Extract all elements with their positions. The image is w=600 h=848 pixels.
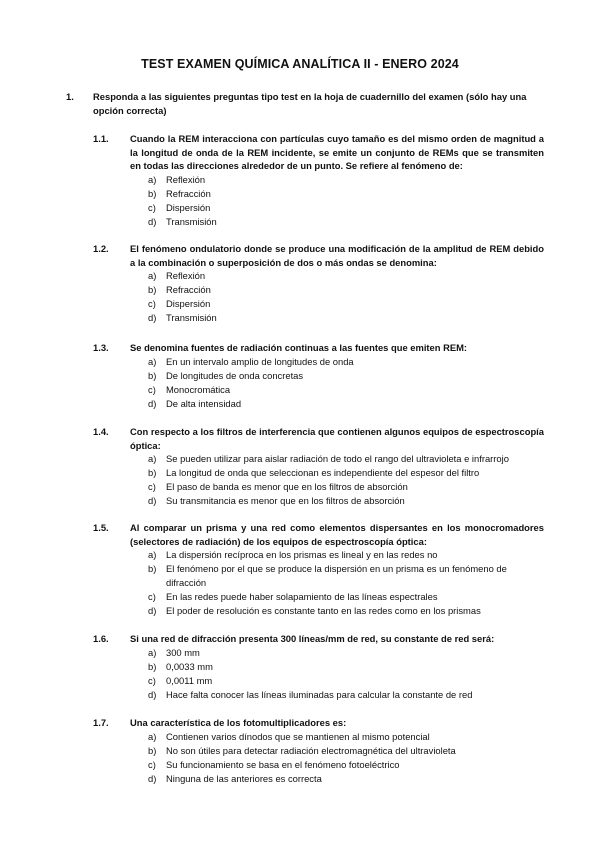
option-letter: a): [148, 549, 157, 560]
option-c: [148, 201, 544, 215]
option-b: [148, 187, 544, 201]
option-a: [148, 730, 544, 744]
option-list: [148, 548, 544, 618]
option-text: Ninguna de las anteriores es correcta: [166, 772, 322, 784]
question-1-3: [93, 341, 544, 411]
question-1-4: [93, 425, 544, 508]
option-b: [148, 466, 544, 480]
option-text: Su transmitancia es menor que en los filtros de absorción: [166, 495, 405, 506]
option-text: Transmisión: [166, 312, 217, 323]
option-text: Se pueden utilizar para aislar radiación de todo el rango del ultravioleta e infrarrojo: [166, 453, 509, 464]
question-number: 1.5.: [93, 522, 109, 533]
option-letter: c): [148, 298, 156, 309]
option-text: Hace falta conocer las líneas iluminadas para calcular la constante de red: [166, 688, 473, 700]
option-letter: a): [148, 270, 157, 281]
option-text: En las redes puede haber solapamiento de las líneas espectrales: [166, 591, 438, 602]
option-letter: c): [148, 201, 156, 213]
option-text: 0,0033 mm: [166, 660, 213, 672]
option-a: [148, 452, 544, 466]
option-text: Reflexión: [166, 173, 206, 185]
option-letter: a): [148, 730, 157, 742]
option-list: [148, 646, 544, 702]
option-letter: a): [148, 355, 157, 367]
question-text: Cuando la REM interacciona con partículas cuyo tamaño es del mismo orden de magnitud a la longitud de onda de la REM incidente, se emite un conjunto de REMs que se transmiten en todas las direcciones alrededor de un punto. Se refiere al fenómeno de:: [130, 133, 544, 171]
section-instructions-text: Responda a las siguientes preguntas tipo test en la hoja de cuadernillo del examen (sólo hay una opción correcta): [93, 91, 527, 116]
option-letter: a): [148, 173, 157, 185]
question-number: 1.2.: [93, 243, 109, 254]
option-c: [148, 480, 544, 494]
option-c: [148, 383, 544, 397]
option-text: No son útiles para detectar radiación electromagnética del ultravioleta: [166, 744, 456, 756]
section-instructions: [66, 90, 544, 117]
option-letter: a): [148, 646, 157, 658]
option-letter: b): [148, 284, 157, 295]
option-text: En un intervalo amplio de longitudes de onda: [166, 355, 354, 367]
option-c: [148, 297, 544, 311]
option-b: [148, 369, 544, 383]
option-text: El paso de banda es menor que en los filtros de absorción: [166, 481, 408, 492]
option-b: [148, 562, 544, 590]
option-text: El poder de resolución es constante tanto en las redes como en los prismas: [166, 605, 481, 616]
option-c: [148, 758, 544, 772]
option-b: [148, 660, 544, 674]
option-text: Reflexión: [166, 270, 206, 281]
option-a: [148, 646, 544, 660]
option-text: Monocromática: [166, 383, 231, 395]
option-letter: b): [148, 369, 157, 381]
option-list: [148, 452, 544, 508]
option-c: [148, 674, 544, 688]
option-text: De longitudes de onda concretas: [166, 369, 304, 381]
question-number: 1.7.: [93, 717, 109, 728]
question-1-1: [93, 132, 544, 229]
question-number: 1.1.: [93, 133, 109, 144]
option-letter: b): [148, 187, 157, 199]
option-a: [148, 355, 544, 369]
option-text: Su funcionamiento se basa en el fenómeno fotoeléctrico: [166, 758, 400, 770]
option-letter: c): [148, 481, 156, 492]
option-letter: b): [148, 660, 157, 672]
option-letter: c): [148, 591, 156, 602]
question-text: Se denomina fuentes de radiación continuas a las fuentes que emiten REM:: [130, 342, 468, 353]
option-a: [148, 173, 544, 187]
option-d: [148, 604, 544, 618]
question-text: Al comparar un prisma y una red como elementos dispersantes en los monocromadores (selectores de radiación) de los equipos de espectroscopía óptica:: [130, 522, 544, 547]
question-text: Con respecto a los filtros de interferencia que contienen algunos equipos de espectroscopía óptica:: [130, 426, 544, 451]
page-title: TEST EXAMEN QUÍMICA ANALÍTICA II - ENERO 2024: [141, 57, 459, 71]
option-letter: c): [148, 674, 156, 686]
question-number: 1.4.: [93, 426, 109, 437]
option-text: Contienen varios dínodos que se mantienen al mismo potencial: [166, 730, 430, 742]
question-text: Si una red de difracción presenta 300 líneas/mm de red, su constante de red será:: [130, 633, 495, 644]
option-b: [148, 283, 544, 297]
option-letter: d): [148, 688, 157, 700]
option-d: [148, 688, 544, 702]
question-text: Una característica de los fotomultiplicadores es:: [130, 717, 347, 728]
option-b: [148, 744, 544, 758]
option-list: [148, 355, 544, 411]
option-d: [148, 494, 544, 508]
option-text: La longitud de onda que seleccionan es independiente del espesor del filtro: [166, 467, 480, 478]
option-letter: d): [148, 397, 157, 409]
question-1-5: [93, 521, 544, 618]
option-text: Refracción: [166, 284, 211, 295]
option-letter: d): [148, 605, 157, 616]
section-number: 1.: [66, 91, 74, 102]
question-number: 1.6.: [93, 633, 109, 644]
option-letter: d): [148, 772, 157, 784]
question-number: 1.3.: [93, 342, 109, 353]
option-text: El fenómeno por el que se produce la dispersión en un prisma es un fenómeno de difracción: [166, 563, 507, 588]
option-text: Dispersión: [166, 298, 211, 309]
option-text: Refracción: [166, 187, 211, 199]
option-text: 300 mm: [166, 646, 200, 658]
option-letter: d): [148, 495, 157, 506]
option-letter: c): [148, 383, 156, 395]
option-a: [148, 548, 544, 562]
question-1-7: [93, 716, 544, 786]
option-text: Dispersión: [166, 201, 211, 213]
question-text: El fenómeno ondulatorio donde se produce una modificación de la amplitud de REM debido a la combinación o superposición de dos o más ondas se denomina:: [130, 243, 544, 268]
option-letter: b): [148, 563, 157, 574]
option-text: Transmisión: [166, 215, 217, 227]
option-letter: b): [148, 467, 157, 478]
option-text: 0,0011 mm: [166, 674, 213, 686]
option-text: De alta intensidad: [166, 397, 242, 409]
question-1-6: [93, 632, 544, 702]
option-a: [148, 269, 544, 283]
option-letter: d): [148, 312, 157, 323]
option-text: La dispersión recíproca en los prismas es lineal y en las redes no: [166, 549, 438, 560]
option-d: [148, 772, 544, 786]
option-c: [148, 590, 544, 604]
option-list: [148, 730, 544, 786]
option-letter: b): [148, 744, 157, 756]
option-d: [148, 397, 544, 411]
option-list: [148, 173, 544, 229]
option-letter: a): [148, 453, 157, 464]
option-letter: d): [148, 215, 157, 227]
option-letter: c): [148, 758, 156, 770]
option-list: [148, 269, 544, 325]
option-d: [148, 215, 544, 229]
option-d: [148, 311, 544, 325]
question-1-2: [93, 242, 544, 325]
